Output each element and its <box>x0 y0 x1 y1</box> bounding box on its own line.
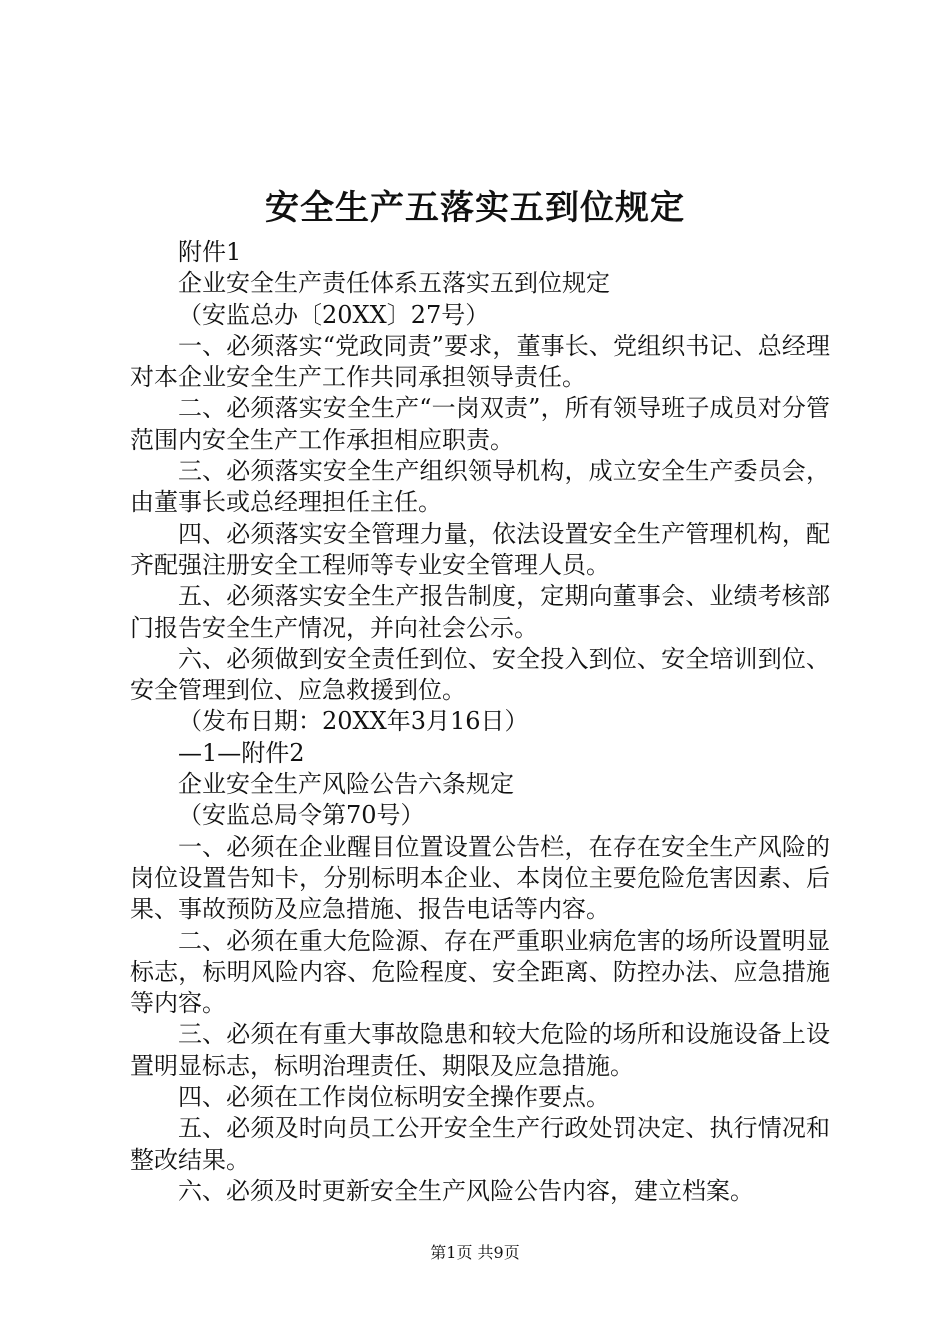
paragraph: 六、必须做到安全责任到位、安全投入到位、安全培训到位、安全管理到位、应急救援到位。 <box>130 644 830 705</box>
paragraph: （安监总局令第70号） <box>178 801 425 830</box>
paragraph: 三、必须在有重大事故隐患和较大危险的场所和设施设备上设置明显标志，标明治理责任、期限及应急措施。 <box>130 1020 830 1080</box>
paragraph: 企业安全生产责任体系五落实五到位规定 <box>178 269 610 298</box>
paragraph: —1—附件2 <box>178 738 305 767</box>
paragraph: 五、必须落实安全生产报告制度，定期向董事会、业绩考核部门报告安全生产情况，并向社会公示。 <box>130 582 830 642</box>
paragraph: 五、必须及时向员工公开安全生产行政处罚决定、执行情况和整改结果。 <box>130 1114 830 1174</box>
paragraph: 企业安全生产风险公告六条规定 <box>178 770 514 799</box>
document-title: 安全生产五落实五到位规定 <box>265 188 685 228</box>
paragraph: （安监总办〔20XX〕27号） <box>178 300 490 329</box>
page-footer: 第1页 共9页 <box>430 1243 520 1262</box>
paragraph: 六、必须及时更新安全生产风险公告内容，建立档案。 <box>178 1176 754 1205</box>
paragraph: 附件1 <box>178 238 242 266</box>
paragraph: 一、必须在企业醒目位置设置公告栏，在存在安全生产风险的岗位设置告知卡，分别标明本企业、本岗位主要危险危害因素、后果、事故预防及应急措施、报告电话等内容。 <box>130 832 830 924</box>
paragraph: 二、必须在重大危险源、存在严重职业病危害的场所设置明显标志，标明风险内容、危险程度、安全距离、防控办法、应急措施等内容。 <box>130 926 830 1018</box>
paragraph: 三、必须落实安全生产组织领导机构，成立安全生产委员会，由董事长或总经理担任主任。 <box>130 457 830 517</box>
paragraph: （发布日期：20XX年3月16日） <box>178 707 529 736</box>
paragraph: 二、必须落实安全生产“一岗双责”，所有领导班子成员对分管范围内安全生产工作承担相应职责。 <box>130 394 830 454</box>
document-body <box>130 237 830 1207</box>
paragraph: 四、必须在工作岗位标明安全操作要点。 <box>178 1083 610 1112</box>
paragraph: 四、必须落实安全管理力量，依法设置安全生产管理机构，配齐配强注册安全工程师等专业安全管理人员。 <box>130 519 830 579</box>
paragraph: 一、必须落实“党政同责”要求，董事长、党组织书记、总经理对本企业安全生产工作共同承担领导责任。 <box>130 331 830 392</box>
